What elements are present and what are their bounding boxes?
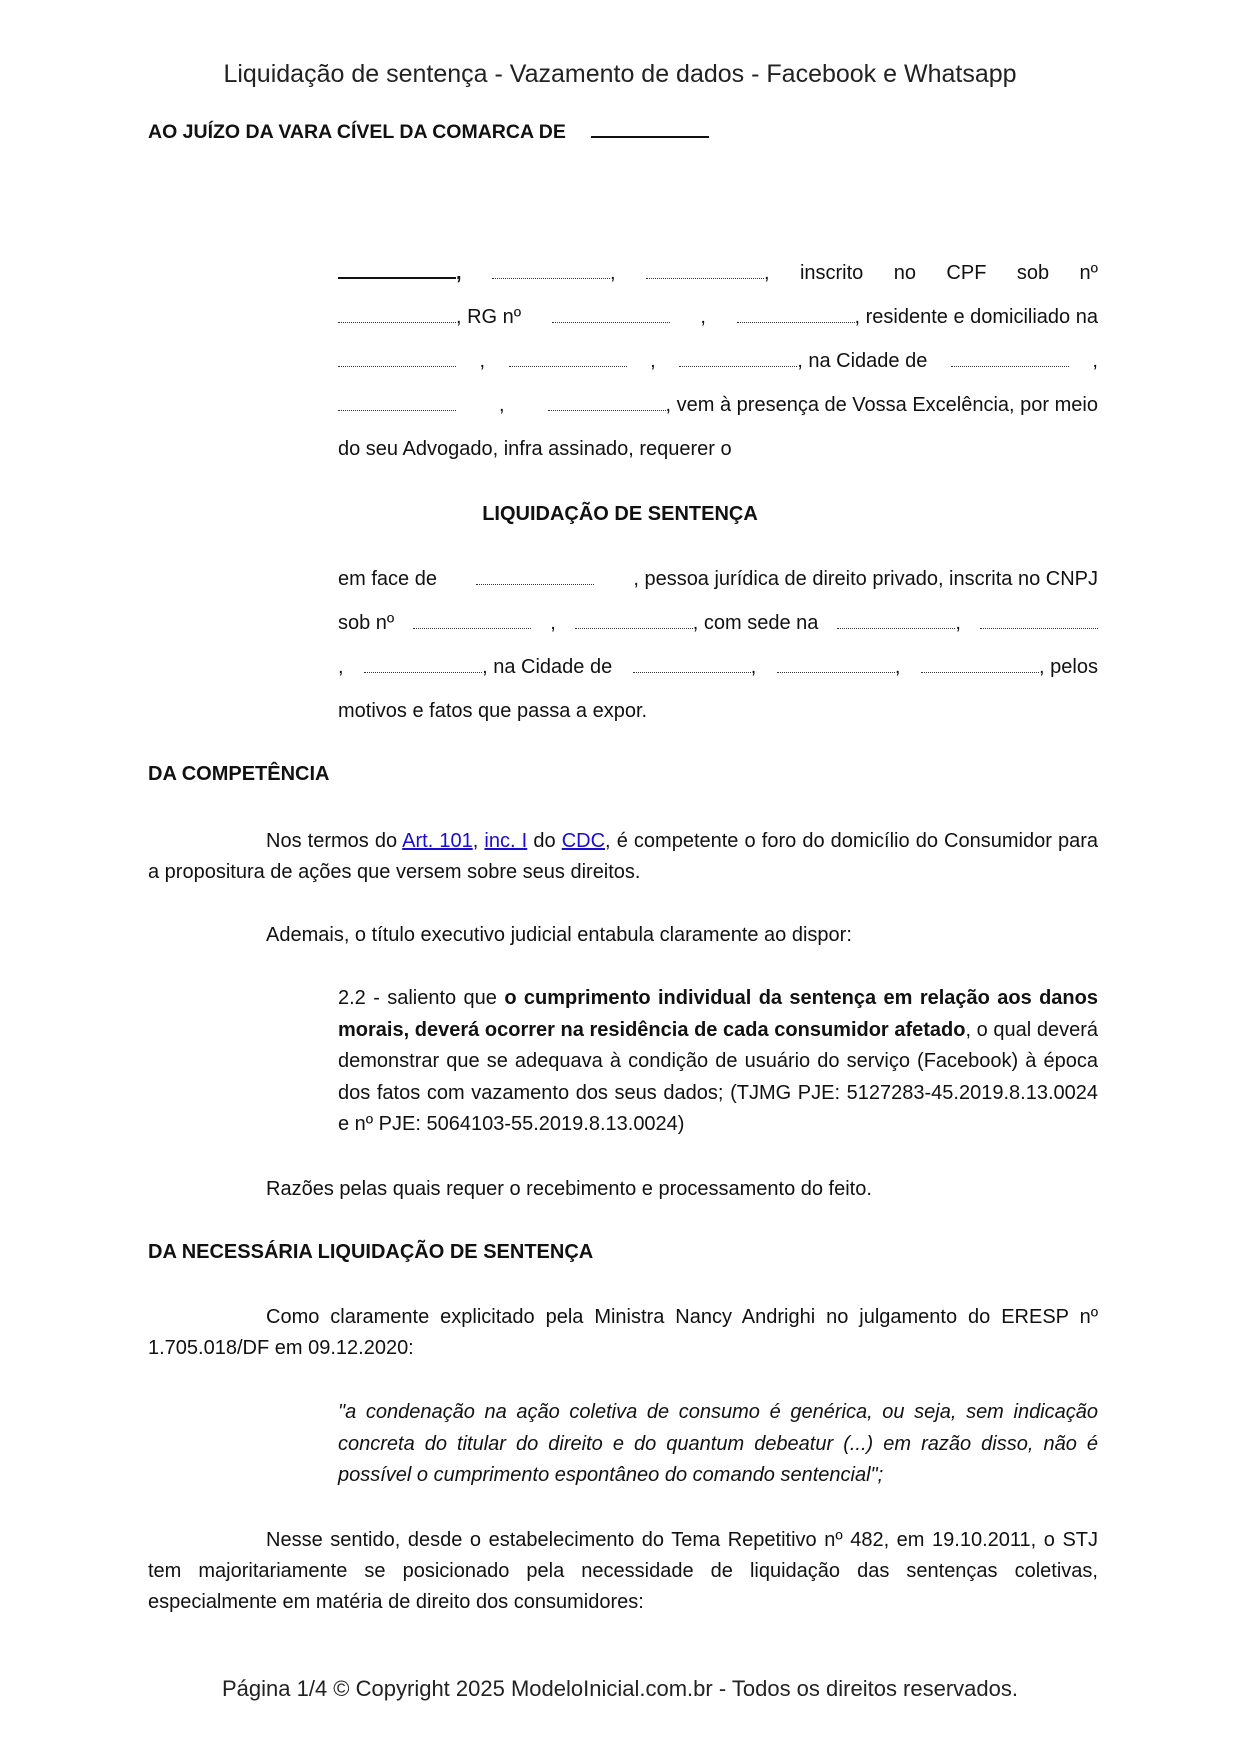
- cpf-blank[interactable]: [338, 321, 456, 323]
- section-title-liquidacao: DA NECESSÁRIA LIQUIDAÇÃO DE SENTENÇA: [148, 1241, 594, 1263]
- defendant-line-4: motivos e fatos que passa a expor.: [338, 700, 648, 722]
- competencia-paragraph-3: Razões pelas quais requer o recebimento e processamento do feito.: [266, 1178, 872, 1200]
- separator: ,: [550, 612, 556, 634]
- city-blank[interactable]: [951, 365, 1069, 367]
- competencia-paragraph-1: [148, 826, 1098, 888]
- text: , o qual deverá demonstrar que se adequava à condição de usuário do serviço (Facebook) à época dos fatos com vazamento dos seus dados; (TJMG PJE: 5127283-45.2019.8.13.0024 e nº PJE: 5064103-55.2019.8.13.0024): [338, 1018, 1098, 1135]
- text: 2.2 - saliento que: [338, 987, 505, 1009]
- separator: ,: [609, 262, 616, 284]
- document-header-title: Liquidação de sentença - Vazamento de dados - Facebook e Whatsapp: [223, 60, 1017, 88]
- link-cdc[interactable]: CDC: [561, 830, 606, 852]
- district-blank[interactable]: [679, 365, 797, 367]
- cnpj-extra-blank[interactable]: [575, 627, 693, 629]
- defendant-line-3: [338, 656, 1098, 679]
- party-line-1: [338, 262, 1098, 285]
- text: ,: [472, 830, 485, 852]
- defendant-name-blank[interactable]: [476, 583, 594, 585]
- cnpj-blank[interactable]: [413, 627, 531, 629]
- separator: ,: [456, 262, 462, 284]
- state-blank[interactable]: [338, 409, 456, 411]
- issuer-blank[interactable]: [737, 321, 855, 323]
- defendant-line-1: [338, 568, 1098, 591]
- text-word: nº: [1079, 262, 1098, 284]
- text: do: [527, 830, 562, 852]
- competencia-paragraph-2: Ademais, o título executivo judicial entabula claramente ao dispor:: [266, 924, 852, 946]
- liquidacao-paragraph-2: Nesse sentido, desde o estabelecimento do Tema Repetitivo nº 482, em 19.10.2011, o STJ tem majoritariamente se posicionado pela necessidade de liquidação das sentenças coletivas, especialmente em matéria de direito dos consumidores:: [148, 1529, 1098, 1613]
- defendant-label: em face de: [338, 568, 437, 590]
- section-title-competencia: DA COMPETÊNCIA: [148, 763, 330, 785]
- text-word: sob: [1016, 262, 1050, 284]
- separator: ,: [763, 262, 770, 284]
- party-line-2: [338, 306, 1098, 329]
- bold-text: o cumprimento individual da sentença em relação aos danos morais, deverá ocorrer na residência de cada consumidor afetado: [338, 987, 1098, 1041]
- separator: ,: [894, 656, 901, 678]
- city-label: , na Cidade de: [482, 656, 613, 678]
- text: , é competente o foro do domicílio do Consumidor para a propositura de ações que versem sobre seus direitos.: [148, 830, 1099, 883]
- separator: ,: [650, 350, 656, 372]
- zip-blank[interactable]: [548, 409, 666, 411]
- hq-state-blank[interactable]: [777, 671, 895, 673]
- page-footer: Página 1/4 © Copyright 2025 ModeloInicial.com.br - Todos os direitos reservados.: [222, 1676, 1018, 1701]
- separator: ,: [955, 612, 961, 634]
- link-inc-i[interactable]: inc. I: [484, 830, 528, 852]
- hq-district-blank[interactable]: [364, 671, 482, 673]
- rg-blank[interactable]: [552, 321, 670, 323]
- hq-city-blank[interactable]: [633, 671, 751, 673]
- text-word: no: [893, 262, 916, 284]
- city-label: , na Cidade de: [797, 350, 928, 372]
- marital-status-blank[interactable]: [646, 277, 764, 279]
- judgment-quote: [338, 983, 1098, 1141]
- nationality-blank[interactable]: [492, 277, 610, 279]
- separator: ,: [498, 394, 505, 416]
- defendant-line-2: [338, 612, 1098, 635]
- text: Nos termos do: [266, 830, 403, 852]
- comarca-blank[interactable]: [591, 135, 709, 138]
- liquidacao-paragraph-1: Como claramente explicitado pela Ministra Nancy Andrighi no julgamento do ERESP nº 1.705.018/DF em 09.12.2020:: [148, 1306, 1098, 1359]
- separator: ,: [700, 306, 706, 328]
- link-art-101[interactable]: Art. 101: [402, 830, 473, 852]
- presence-text: , vem à presença de Vossa Excelência, por meio: [665, 394, 1098, 416]
- hq-zip-blank[interactable]: [921, 671, 1039, 673]
- court-address-label: AO JUÍZO DA VARA CÍVEL DA COMARCA DE: [148, 121, 566, 143]
- party-line-3: [338, 350, 1098, 373]
- action-title: LIQUIDAÇÃO DE SENTENÇA: [482, 503, 758, 525]
- hq-street-blank[interactable]: [837, 627, 955, 629]
- headquarters-label: , com sede na: [692, 612, 819, 634]
- defendant-text: , pessoa jurídica de direito privado, inscrita no CNPJ: [633, 568, 1098, 590]
- number-blank[interactable]: [509, 365, 627, 367]
- separator: ,: [750, 656, 757, 678]
- separator: ,: [338, 656, 344, 678]
- cnpj-label: sob nº: [338, 612, 395, 634]
- residence-text: , residente e domiciliado na: [854, 306, 1098, 328]
- name-blank[interactable]: [338, 276, 456, 279]
- separator: ,: [479, 350, 486, 372]
- court-address: [148, 121, 709, 144]
- text-word: CPF: [946, 262, 987, 284]
- text-word: inscrito: [799, 262, 864, 284]
- street-blank[interactable]: [338, 365, 456, 367]
- eresp-quote: "a condenação na ação coletiva de consumo é genérica, ou seja, sem indicação concreta do titular do direito e do quantum debeatur (...) em razão disso, não é possível o cumprimento espontâneo do comando sentencial";: [338, 1401, 1098, 1486]
- hq-number-blank[interactable]: [980, 627, 1098, 629]
- rg-label: , RG nº: [456, 306, 522, 328]
- party-line-5: do seu Advogado, infra assinado, requerer o: [338, 438, 732, 460]
- pelos-text: , pelos: [1039, 656, 1098, 678]
- party-line-4: [338, 394, 1098, 417]
- separator: ,: [1092, 350, 1098, 372]
